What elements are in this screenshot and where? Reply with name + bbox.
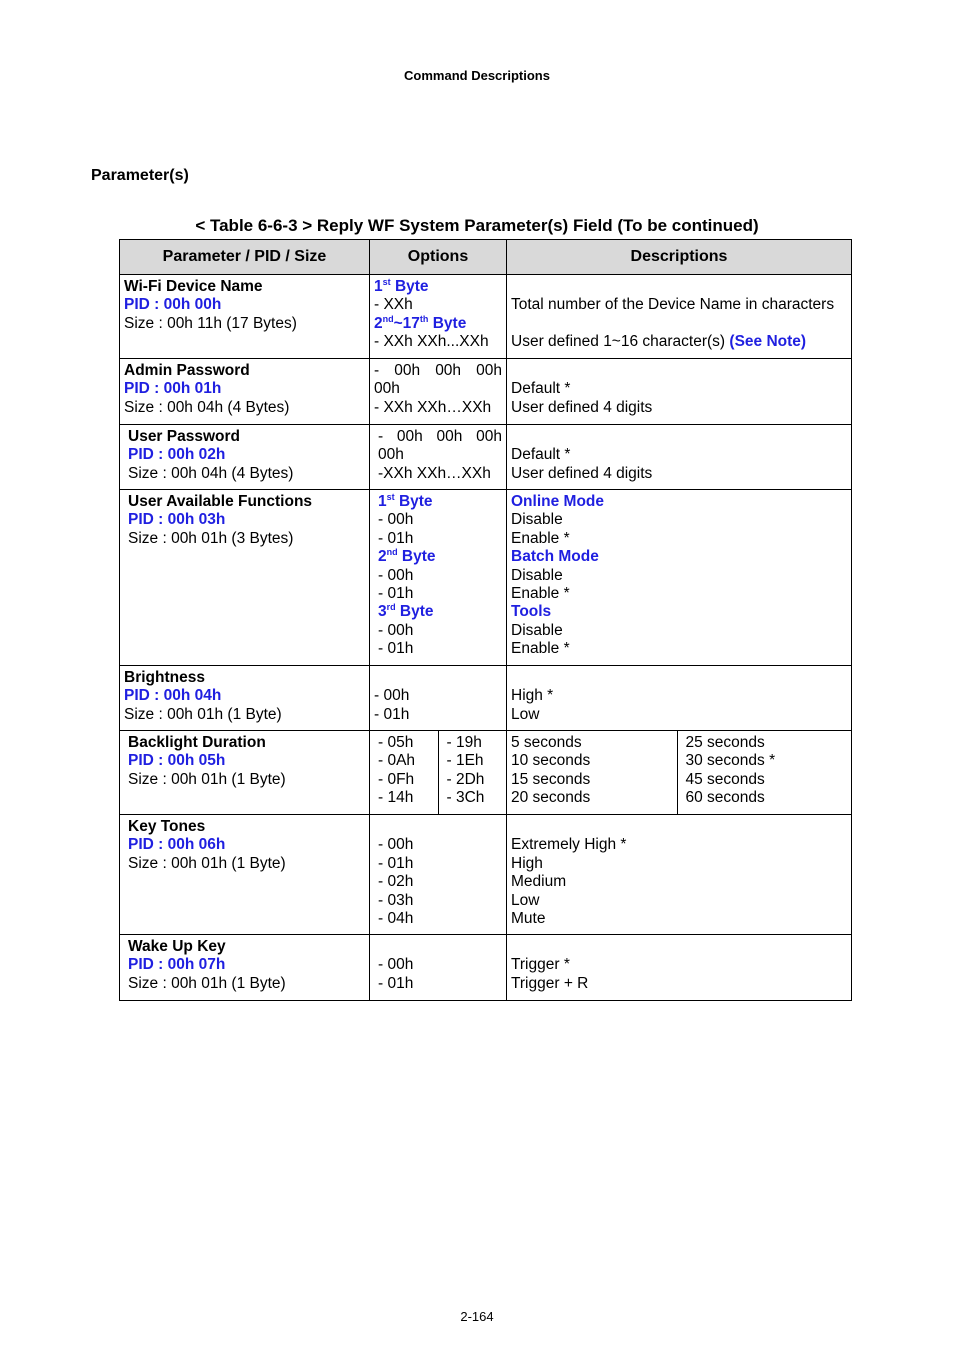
description: Enable *	[511, 585, 570, 603]
option-value: - XXh XXh…XXh	[374, 398, 492, 416]
running-header: Command Descriptions	[404, 68, 550, 83]
table-row-user-available-functions	[120, 490, 852, 666]
param-size: Size : 00h 11h (17 Bytes)	[124, 314, 297, 332]
option-value: - 0Ah	[378, 752, 416, 770]
table-row-wake-up-key	[120, 935, 852, 1001]
param-name: Brightness	[124, 669, 205, 686]
see-note-link: (See Note)	[729, 333, 807, 351]
description: User defined 4 digits	[511, 398, 653, 416]
option-value: - 00h	[378, 621, 414, 639]
param-name: User Password	[128, 428, 240, 445]
param-name: Wake Up Key	[128, 938, 226, 955]
description: Default *	[511, 380, 571, 398]
column-header-parameter: Parameter / PID / Size	[120, 240, 370, 275]
option-value: - 05h	[378, 734, 414, 751]
option-value: - 03h	[378, 891, 414, 909]
option-value: - 14h	[378, 789, 414, 807]
description: User defined 1~16 character(s) (See Note)	[511, 333, 807, 351]
mode-heading: Batch Mode	[511, 548, 599, 566]
option-value: 00h	[378, 446, 404, 464]
option-value: - 01h	[378, 854, 414, 872]
option-value: - 01h	[378, 529, 414, 547]
option-value: - 02h	[378, 873, 414, 891]
option-value: - 00h	[374, 687, 410, 705]
option-value: - 00h	[378, 511, 414, 529]
option-value: - 19h	[446, 734, 482, 751]
param-pid: PID : 00h 06h	[128, 836, 226, 854]
description: Disable	[511, 566, 563, 584]
description: Mute	[511, 910, 546, 928]
description: 60 seconds	[685, 789, 765, 807]
option-value: - 2Dh	[446, 770, 485, 788]
param-size: Size : 00h 01h (1 Byte)	[124, 705, 282, 723]
param-size: Size : 00h 01h (3 Bytes)	[128, 529, 294, 547]
option-value: 00h	[374, 380, 400, 398]
description: 5 seconds	[511, 734, 582, 751]
description: Disable	[511, 511, 563, 529]
table-row-backlight-duration	[120, 731, 852, 815]
byte-heading: 1st Byte	[378, 492, 433, 510]
description: Low	[511, 705, 540, 723]
option-value: - 01h	[378, 974, 414, 992]
param-pid: PID : 00h 01h	[124, 380, 222, 398]
description: Trigger *	[511, 956, 570, 974]
option-value: - 00h	[378, 566, 414, 584]
column-header-descriptions: Descriptions	[507, 240, 852, 275]
parameter-table	[119, 239, 852, 1001]
byte-heading: 3rd Byte	[378, 602, 434, 621]
description: 45 seconds	[685, 770, 765, 788]
option-value: - 3Ch	[446, 789, 485, 807]
column-header-options: Options	[370, 240, 507, 275]
param-size: Size : 00h 01h (1 Byte)	[128, 854, 286, 872]
param-name: User Available Functions	[128, 493, 313, 510]
param-pid: PID : 00h 07h	[128, 956, 226, 974]
param-size: Size : 00h 04h (4 Bytes)	[128, 464, 294, 482]
table-row-user-password	[120, 425, 852, 490]
description: Total number of the Device Name in characters	[511, 296, 835, 314]
description: Medium	[511, 873, 567, 891]
option-value: - 00h 00h 00h	[378, 428, 502, 445]
option-value: - 04h	[378, 910, 414, 928]
param-size: Size : 00h 01h (1 Byte)	[128, 974, 286, 992]
param-name: Admin Password	[124, 362, 250, 379]
description: 10 seconds	[511, 752, 591, 770]
option-value: - 00h	[378, 836, 414, 854]
option-value: - XXh	[374, 296, 413, 314]
byte-heading: 1st Byte	[374, 277, 429, 295]
description: 30 seconds *	[685, 752, 776, 770]
table-row-key-tones	[120, 815, 852, 935]
param-pid: PID : 00h 00h	[124, 296, 222, 314]
param-name: Backlight Duration	[128, 734, 266, 751]
description: Trigger + R	[511, 974, 589, 992]
description: 20 seconds	[511, 789, 591, 807]
param-name: Wi-Fi Device Name	[124, 278, 263, 295]
description: Default *	[511, 446, 571, 464]
param-size: Size : 00h 04h (4 Bytes)	[124, 398, 290, 416]
option-value: - 0Fh	[378, 770, 415, 788]
mode-heading: Tools	[511, 603, 552, 621]
param-size: Size : 00h 01h (1 Byte)	[128, 770, 286, 788]
table-row-brightness	[120, 666, 852, 731]
description: Extremely High *	[511, 836, 627, 854]
description: 15 seconds	[511, 770, 591, 788]
param-name: Key Tones	[128, 818, 206, 835]
description: 25 seconds	[685, 734, 765, 751]
option-value: - 01h	[378, 640, 414, 658]
param-pid: PID : 00h 05h	[128, 752, 226, 770]
description: Enable *	[511, 529, 570, 547]
option-value: - 01h	[378, 585, 414, 603]
page-number: 2-164	[460, 1309, 494, 1324]
option-value: -XXh XXh…XXh	[378, 464, 491, 482]
byte-heading: 2nd Byte	[378, 547, 436, 566]
table-header-row	[120, 240, 852, 275]
mode-heading: Online Mode	[511, 493, 604, 510]
byte-heading: 2nd~17th Byte	[374, 313, 467, 332]
description: Low	[511, 891, 540, 909]
section-title: Parameter(s)	[91, 167, 189, 184]
option-value: - 00h 00h 00h	[374, 362, 502, 379]
option-value: - XXh XXh...XXh	[374, 333, 489, 351]
param-pid: PID : 00h 02h	[128, 446, 226, 464]
table-caption: < Table 6-6-3 > Reply WF System Parameter(s) Field (To be continued)	[195, 216, 759, 235]
table-row-admin-password	[120, 359, 852, 425]
description: Enable *	[511, 640, 570, 658]
description: Disable	[511, 621, 563, 639]
table-row-wifi-device-name	[120, 275, 852, 359]
option-value: - 00h	[378, 956, 414, 974]
param-pid: PID : 00h 03h	[128, 511, 226, 529]
option-value: - 01h	[374, 705, 410, 723]
description: User defined 4 digits	[511, 464, 653, 482]
option-value: - 1Eh	[446, 752, 484, 770]
description: High	[511, 854, 543, 872]
param-pid: PID : 00h 04h	[124, 687, 222, 705]
description: High *	[511, 687, 554, 705]
